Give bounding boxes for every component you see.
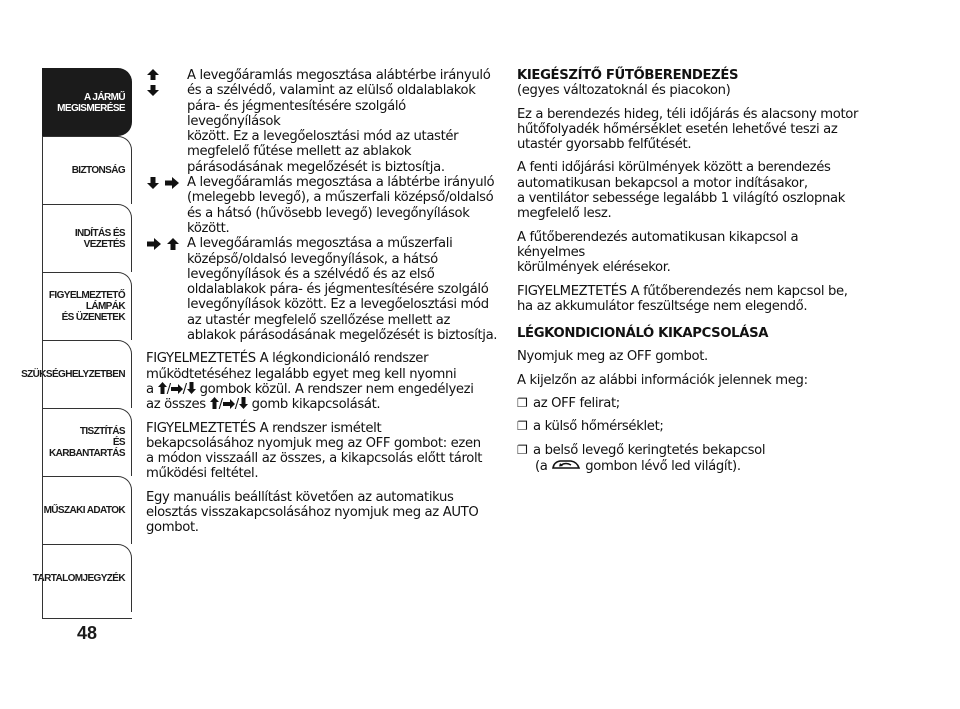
tab-label: INDÍTÁS ÉS VEZETÉS [74,227,125,250]
list-item-line: a belső levegő keringtetés bekapcsol [533,442,766,458]
tab-strip-edge [42,136,43,618]
chapter-tabs [21,68,132,612]
list-item-text: a külső hőmérséklet; [533,419,664,435]
checkbox-bullet-icon: ❐ [517,419,528,434]
note-paragraph: Egy manuális beállítást követően az automatikus elosztás visszakapcsolásához nyomjuk meg az AUTO gombot. [146,489,479,536]
up-arrow-icon [158,382,167,394]
body-paragraph: Nyomjuk meg az OFF gombot. [517,349,708,365]
tab-szukseghelyzetben[interactable] [21,340,132,408]
tab-label: MŰSZAKI ADATOK [43,505,125,516]
airflow-mode-text: A levegőáramlás megosztása alábtérbe irányuló és a szélvédő, valamint az elülső oldalablakok pára- és jégmentesítésére szolgáló levegőnyílások között. Ez a levegőelosztási mód az utastér megfelelő fűtése mellett az ablakok párásodásának megelőzését is biztosítja. [187,68,491,175]
body-paragraph: Ez a berendezés hideg, téli időjárás és alacsony motor hűtőfolyadék hőmérséklet esetén lehetővé teszi az utastér gyorsabb felfűtését. [517,106,859,153]
list-item-line: gombon lévő led világít). [581,458,741,474]
body-paragraph: FIGYELMEZTETÉS A fűtőberendezés nem kapcsol be, ha az akkumulátor feszültsége nem elegendő. [517,283,848,314]
tab-label: A JÁRMŰ MEGISMERÉSE [57,91,125,114]
body-paragraph: A fűtőberendezés automatikusan kikapcsol a kényelmes körülmények elérésekor. [517,229,799,276]
section-heading: LÉGKONDICIONÁLÓ KIKAPCSOLÁSA [517,326,769,342]
right-arrow-icon [171,384,183,394]
warning-line: a [146,381,158,397]
checkbox-bullet-icon: ❐ [517,442,528,457]
tab-a-jarmu-megismerese[interactable] [42,68,132,136]
list-item-line: (a [535,458,552,474]
airflow-mode-item [146,236,498,343]
section-heading: KIEGÉSZÍTŐ FŰTŐBERENDEZÉS [517,68,739,83]
tab-label: TARTALOMJEGYZÉK [32,573,125,584]
tab-tisztitas-es-karbantartas[interactable] [42,408,132,476]
warning-line: gombok közül. A rendszer nem engedélyezi [195,381,474,397]
right-column [517,68,862,482]
tab-strip-bottom [42,618,132,619]
down-arrow-icon [187,382,196,394]
tab-label: SZÜKSÉGHELYZETBEN [21,369,125,380]
tab-label: TISZTÍTÁS ÉS KARBANTARTÁS [49,426,125,459]
list-item [517,419,862,434]
down-arrow-icon [239,397,248,409]
tab-label: BIZTONSÁG [71,165,125,176]
warning-paragraph: FIGYELMEZTETÉS A légkondicionáló rendszer működtetéséhez legalább egyet meg kell nyomni a / / gombok közül. A rendszer nem engedélyezi az összes / / gomb kikapcsolását. [146,351,474,413]
airflow-mode-item [146,175,498,236]
arrows-up-down-icon [146,68,187,175]
list-item [517,443,862,475]
body-paragraph: A fenti időjárási körülmények között a berendezés automatikusan bekapcsol a motor indításakor, a ventilátor sebessége legalább 1 világító oszlopnak megfelelő lesz. [517,160,845,222]
warning-line: FIGYELMEZTETÉS A légkondicionáló rendszer [146,351,429,367]
right-arrow-icon [223,399,235,409]
list-item-text: az OFF felirat; [533,396,620,412]
airflow-mode-text: A levegőáramlás megosztása a műszerfali középső/oldalsó levegőnyílások, a hátsó levegőnyílások és a szélvédő és az első oldalablakok pára- és jégmentesítésére szolgáló levegőnyílások között. Ez a levegőelosztási mód az utastér megfelelő szellőzése mellett az ablakok párásodásának megelőzését is biztosítja. [187,236,498,344]
body-paragraph: A kijelzőn az alábbi információk jelennek meg: [517,372,808,388]
list-item-text [533,443,765,475]
warning-line: az összes [146,397,210,413]
checkbox-bullet-icon: ❐ [517,396,528,411]
arrows-right-up-icon [146,236,187,343]
tab-muszaki-adatok[interactable] [42,476,132,544]
airflow-mode-text: A levegőáramlás megosztása a lábtérbe irányuló (melegebb levegő), a műszerfali középső/oldalsó és a hátsó (hűvösebb levegő) levegőnyílások között. [187,175,495,236]
airflow-mode-item [146,68,498,175]
recirculation-car-icon [551,458,581,471]
tab-inditas-es-vezetes[interactable] [42,204,132,272]
page-number: 48 [76,623,98,643]
up-arrow-icon [210,397,219,409]
list-item [517,396,862,411]
warning-paragraph: FIGYELMEZTETÉS A rendszer ismételt bekapcsolásához nyomjuk meg az OFF gombot: ezen a módon visszaáll az összes, a kikapcsolás előtt tárolt működési feltétel. [146,420,483,482]
tab-tartalomjegyzek[interactable] [32,544,132,612]
section-subheading: (egyes változatoknál és piacokon) [517,83,731,99]
warning-line: működtetéséhez legalább egyet meg kell nyomni [146,366,457,382]
arrows-down-right-icon [146,175,187,236]
left-column [146,68,498,544]
tab-label: FIGYELMEZTETŐ LÁMPÁK ÉS ÜZENETEK [48,290,125,323]
warning-line: gomb kikapcsolását. [247,397,381,413]
tab-biztonsag[interactable] [42,136,132,204]
tab-figyelmezteto-lampak[interactable] [42,272,132,340]
